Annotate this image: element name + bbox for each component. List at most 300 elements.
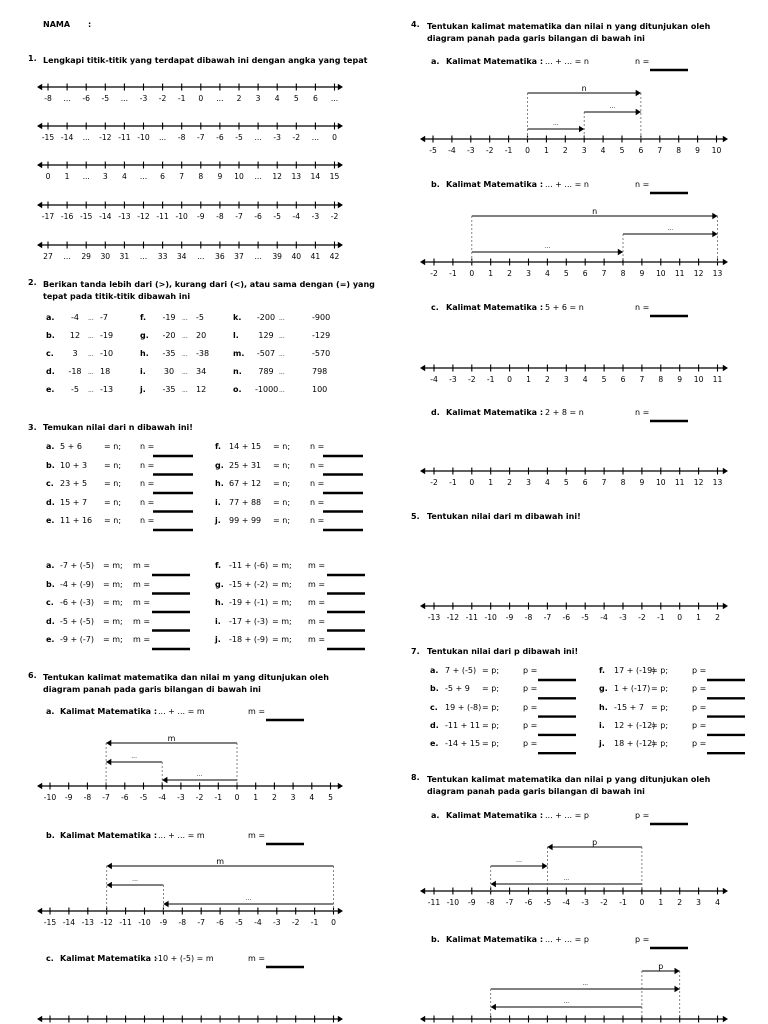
tick-label: -8 (178, 918, 187, 927)
tick-label: 36 (215, 252, 225, 261)
q2-comparison-blank: ... (182, 333, 188, 340)
tick-label: -2 (195, 793, 204, 802)
tick-label: 1 (543, 146, 549, 155)
tick-label: -10 (446, 898, 460, 907)
q3-n-item-letter: j. (215, 516, 221, 525)
tick-label: -8 (44, 94, 52, 103)
arrowhead (420, 1016, 425, 1022)
q7-item-expression: 19 + (-8) (445, 702, 482, 712)
q3-m-item-letter: f. (215, 561, 222, 570)
arrow-label: ... (544, 243, 551, 250)
tick-label: -9 (159, 918, 168, 927)
tick-label: -12 (99, 133, 112, 142)
arrowhead (723, 1016, 728, 1022)
tick-label: -1 (214, 793, 223, 802)
q3-n-answer-label: n = (310, 479, 325, 488)
tick-label: 10 (655, 478, 666, 487)
q2-number: 2. (28, 278, 37, 287)
tick-label: 2 (507, 478, 513, 487)
tick-label: 8 (676, 146, 682, 155)
q3-n-item-expression: 23 + 5 (60, 479, 88, 488)
q3-m-answer-label: m = (308, 579, 326, 589)
q2-item-letter: g. (140, 331, 149, 340)
tick-label: -14 (60, 133, 74, 142)
tick-label: ... (254, 133, 262, 142)
tick-label: -2 (485, 146, 494, 155)
tick-label: 0 (525, 146, 530, 155)
tick-label: 2 (677, 898, 683, 907)
tick-label: 27 (43, 252, 53, 261)
q3-n-answer-label: n = (310, 497, 325, 507)
arrowhead (420, 259, 425, 265)
tick-label: ... (330, 94, 339, 103)
q2-comparison-blank: ... (279, 387, 285, 394)
tick-label: 1 (658, 898, 664, 907)
q2-item-right: -10 (100, 349, 114, 358)
q2-item-right: -900 (312, 313, 331, 322)
tick-label: 7 (639, 375, 645, 384)
q3-n-item-expression: 25 + 31 (229, 460, 262, 470)
q7-item-equation: = p; (651, 666, 669, 675)
q2-item-letter: h. (140, 349, 149, 358)
q3-n-item-expression: 67 + 12 (229, 479, 262, 488)
q3-m-answer-label: m = (133, 616, 151, 626)
q3-m-item-expression: -6 + (-3) (60, 598, 94, 607)
tick-label: 12 (272, 172, 283, 181)
tick-label: 2 (715, 613, 720, 622)
tick-label: 7 (179, 172, 185, 181)
tick-label: 40 (291, 252, 302, 261)
arrow-label: ... (245, 895, 252, 902)
q7-answer-label: p = (523, 739, 538, 749)
tick-label: ... (120, 94, 129, 103)
q3-m-answer-label: m = (308, 635, 326, 644)
q6-instruction-line2: diagram panah pada garis bilangan di bawah ini (43, 685, 261, 694)
q3-n-item-equation: = n; (104, 442, 122, 451)
q4-instruction-line1: Tentukan kalimat matematika dan nilai n yang ditunjukan oleh (427, 22, 711, 31)
tick-label: 6 (582, 269, 588, 278)
q4-number: 4. (411, 20, 420, 29)
tick-label: 9 (677, 375, 683, 384)
tick-label: 12 (693, 269, 704, 278)
arrow-label: ... (516, 857, 522, 864)
arrowhead (338, 202, 343, 208)
arrowhead (338, 84, 343, 90)
tick-label: 10 (711, 146, 722, 155)
q2-comparison-blank: ... (279, 333, 285, 340)
tick-label: ... (254, 252, 262, 261)
arrow-label: ... (132, 876, 138, 883)
tick-label: -10 (175, 212, 188, 221)
tick-label: -6 (562, 613, 571, 622)
tick-label: 2 (544, 375, 550, 384)
tick-label: -7 (235, 212, 243, 221)
tick-label: 4 (600, 146, 606, 155)
tick-label: -3 (311, 212, 320, 221)
q2-item-left: -19 (162, 313, 176, 322)
tick-label: 42 (329, 252, 340, 261)
q5-instruction: Tentukan nilai dari m dibawah ini! (427, 512, 581, 521)
q7-item-equation: = p; (651, 739, 669, 749)
q7-item-expression: 17 + (-19) (614, 666, 656, 675)
tick-label: -12 (137, 212, 150, 221)
tick-label: 0 (332, 133, 337, 142)
q4b-sentence: ... + ... = n (545, 180, 589, 189)
q3-n-item-equation: = n; (273, 460, 291, 470)
tick-label: -13 (427, 613, 441, 622)
arrowhead (420, 136, 425, 142)
tick-label: -3 (139, 94, 148, 103)
q7-number: 7. (411, 647, 420, 656)
q8a-answer-label: p = (635, 811, 650, 820)
tick-label: 3 (255, 94, 261, 103)
q1-instruction: Lengkapi titik-titik yang terdapat dibawah ini dengan angka yang tepat (43, 56, 368, 65)
tick-label: 3 (526, 269, 531, 278)
q2-item-letter: k. (233, 313, 242, 322)
q6b-sentence: ... + ... = m (158, 831, 205, 840)
tick-label: 5 (601, 375, 607, 384)
tick-label: -11 (119, 918, 132, 927)
tick-label: 3 (696, 898, 702, 907)
tick-label: 7 (601, 269, 607, 278)
tick-label: -1 (310, 918, 319, 927)
tick-label: 8 (658, 375, 664, 384)
tick-label: -4 (254, 918, 262, 927)
q6b-letter: b. (46, 831, 55, 840)
q7-item-letter: g. (599, 684, 608, 694)
q3-m-item-equation: = m; (103, 635, 123, 644)
tick-label: -10 (484, 613, 497, 622)
q3-m-item-equation: = m; (272, 616, 292, 626)
q2-item-letter: f. (140, 313, 147, 322)
tick-label: 2 (236, 94, 242, 103)
q4a-sentence: ... + ... = n (545, 57, 589, 66)
q3-n-answer-label: n = (140, 479, 155, 488)
q3-m-answer-label: m = (308, 616, 326, 626)
q3-n-item-letter: d. (46, 497, 55, 507)
tick-label: 0 (469, 478, 475, 487)
q7-answer-label: p = (692, 720, 707, 730)
q2-item-right: 20 (196, 331, 207, 340)
q3-m-item-expression: -7 + (-5) (60, 561, 94, 570)
q6a-letter: a. (46, 707, 55, 716)
arrowhead (37, 84, 42, 90)
q2-comparison-blank: ... (182, 369, 188, 376)
arrowhead (491, 881, 496, 887)
tick-label: 37 (234, 252, 244, 261)
tick-label: 14 (310, 172, 321, 181)
arrow-label: ... (563, 998, 570, 1005)
tick-label: 3 (526, 478, 531, 487)
q7-item-letter: e. (430, 739, 439, 749)
arrowhead (712, 213, 717, 219)
q3-n-item-expression: 15 + 7 (60, 497, 88, 507)
tick-label: 11 (712, 375, 723, 384)
q2-item-letter: j. (140, 385, 146, 394)
arrow-label: m (167, 734, 176, 743)
q3-n-item-equation: = n; (104, 460, 122, 470)
q3-m-item-letter: a. (46, 561, 55, 570)
q3-m-item-expression: -19 + (-1) (229, 598, 269, 607)
tick-label: -15 (43, 918, 57, 927)
arrowhead (162, 777, 167, 783)
tick-label: 4 (715, 898, 720, 907)
q8b-sentence: ... + ... = p (545, 935, 589, 944)
tick-label: -10 (137, 133, 150, 142)
q5-number: 5. (411, 512, 420, 521)
q3-n-answer-label: n = (140, 442, 155, 451)
tick-label: 34 (176, 252, 187, 261)
tick-label: -3 (467, 146, 475, 155)
arrow-label: ... (582, 980, 589, 987)
q4-instruction-line2: diagram panah pada garis bilangan di bawah ini (427, 34, 645, 43)
q3-n-item-expression: 77 + 88 (229, 497, 262, 507)
q7-item-letter: d. (430, 720, 439, 730)
q3-m-item-letter: b. (46, 579, 55, 589)
arrow-label: p (592, 838, 598, 847)
arrowhead (636, 90, 641, 96)
q3-n-item-letter: b. (46, 460, 55, 470)
q2-item-letter: n. (233, 367, 242, 376)
q2-item-letter: a. (46, 313, 55, 322)
tick-label: -4 (562, 898, 571, 907)
tick-label: -1 (657, 613, 665, 622)
arrowhead (618, 249, 623, 255)
tick-label: ... (63, 252, 71, 261)
tick-label: 29 (81, 252, 92, 261)
arrowhead (420, 365, 425, 371)
q3-m-answer-label: m = (308, 598, 326, 607)
q7-item-letter: i. (599, 720, 605, 730)
q2-item-left: 12 (69, 331, 81, 340)
tick-label: -14 (62, 918, 76, 927)
arrow-label: ... (563, 875, 570, 882)
q1-number: 1. (28, 54, 37, 63)
tick-label: 0 (234, 793, 240, 802)
q2-comparison-blank: ... (88, 351, 94, 358)
tick-label: 1 (488, 269, 494, 278)
tick-label: -4 (158, 793, 166, 802)
q2-instruction-line1: Berikan tanda lebih dari (>), kurang dari (<), atau sama dengan (=) yang (43, 280, 375, 289)
arrowhead (491, 1004, 496, 1010)
tick-label: -7 (505, 898, 514, 907)
tick-label: ... (139, 252, 148, 261)
q7-item-equation: = p; (651, 702, 669, 712)
q3-n-item-expression: 11 + 16 (60, 516, 93, 525)
tick-label: 0 (639, 898, 645, 907)
q6c-letter: c. (46, 954, 54, 963)
tick-label: 13 (712, 269, 723, 278)
arrowhead (163, 901, 168, 907)
arrowhead (107, 882, 112, 888)
tick-label: -2 (291, 918, 300, 927)
tick-label: -7 (102, 793, 110, 802)
q7-item-letter: j. (599, 739, 605, 749)
tick-label: -2 (158, 94, 167, 103)
q3-n-item-equation: = n; (273, 516, 291, 525)
tick-label: -1 (619, 898, 627, 907)
q3-m-item-equation: = m; (103, 616, 123, 626)
q6-number: 6. (28, 671, 37, 680)
tick-label: 3 (102, 172, 108, 181)
tick-label: 8 (198, 172, 204, 181)
tick-label: -4 (448, 146, 456, 155)
q2-item-left: 129 (258, 331, 274, 340)
q3-n-answer-label: n = (310, 460, 325, 470)
tick-label: 39 (272, 252, 283, 261)
q2-item-left: -35 (162, 385, 176, 394)
tick-label: -7 (197, 133, 205, 142)
q3-m-item-equation: = m; (272, 635, 292, 644)
q3-m-item-expression: -17 + (-3) (229, 616, 269, 626)
tick-label: 6 (582, 478, 588, 487)
q2-comparison-blank: ... (88, 369, 94, 376)
q3-m-item-letter: i. (215, 616, 221, 626)
tick-label: 4 (582, 375, 588, 384)
q3-n-answer-label: n = (310, 442, 325, 451)
tick-label: -8 (177, 133, 186, 142)
tick-label: 3 (290, 793, 296, 802)
tick-label: -5 (139, 793, 148, 802)
tick-label: -1 (449, 478, 457, 487)
tick-label: -5 (429, 146, 437, 155)
arrowhead (37, 162, 42, 168)
tick-label: -5 (273, 212, 281, 221)
q3-instruction: Temukan nilai dari n dibawah ini! (43, 423, 193, 432)
tick-label: -11 (465, 613, 478, 622)
tick-label: -6 (524, 898, 533, 907)
arrowhead (723, 259, 728, 265)
tick-label: 1 (253, 793, 259, 802)
tick-label: -17 (41, 212, 55, 221)
tick-label: 0 (198, 94, 204, 103)
q2-item-left: 789 (258, 367, 274, 376)
tick-label: -8 (83, 793, 92, 802)
tick-label: ... (82, 172, 90, 181)
tick-label: -10 (43, 793, 57, 802)
q7-answer-label: p = (523, 702, 538, 712)
q7-item-equation: = p; (651, 720, 669, 730)
q3-n-answer-label: n = (310, 516, 325, 525)
q2-comparison-blank: ... (182, 351, 188, 358)
tick-label: 2 (562, 146, 568, 155)
q3-m-answer-label: m = (133, 561, 151, 570)
tick-label: -9 (197, 212, 205, 221)
tick-label: -8 (524, 613, 533, 622)
q2-comparison-blank: ... (182, 315, 188, 322)
tick-label: -1 (449, 269, 457, 278)
tick-label: 5 (619, 146, 625, 155)
q2-instruction-line2: tepat pada titik-titik dibawah ini (43, 292, 191, 301)
q7-answer-label: p = (523, 666, 538, 675)
tick-label: 4 (309, 793, 315, 802)
tick-label: -11 (427, 898, 441, 907)
tick-label: 1 (64, 172, 70, 181)
tick-label: -3 (273, 133, 281, 142)
arrow-label: ... (552, 120, 559, 127)
tick-label: -2 (430, 269, 438, 278)
tick-label: 11 (674, 269, 685, 278)
tick-label: -9 (64, 793, 73, 802)
arrowhead (712, 231, 717, 237)
q3-m-answer-label: m = (133, 635, 151, 644)
q3-m-item-equation: = m; (103, 561, 123, 570)
tick-label: -13 (81, 918, 94, 927)
q7-item-letter: a. (430, 666, 439, 675)
q4c-answer-label: n = (635, 303, 650, 312)
q7-item-expression: -5 + 9 (445, 684, 470, 694)
q3-m-item-equation: = m; (272, 561, 292, 570)
arrowhead (338, 162, 343, 168)
q2-item-letter: m. (233, 349, 245, 358)
tick-label: -1 (504, 146, 513, 155)
arrowhead (37, 123, 42, 129)
q6b-answer-label: m = (248, 831, 266, 840)
tick-label: 0 (677, 613, 683, 622)
q2-item-right: -129 (312, 331, 331, 340)
q4b-answer-label: n = (635, 180, 650, 189)
arrowhead (723, 365, 728, 371)
q7-item-expression: 1 + (-17) (614, 684, 651, 694)
tick-label: 1 (488, 478, 494, 487)
q6a-sentence: ... + ... = m (158, 707, 205, 716)
q6b-label: Kalimat Matematika : (60, 831, 158, 840)
tick-label: -5 (235, 918, 243, 927)
q4a-label: Kalimat Matematika : (446, 57, 544, 66)
tick-label: 33 (157, 252, 168, 261)
tick-label: -4 (430, 375, 438, 384)
q2-item-letter: o. (233, 385, 242, 394)
q3-n-item-expression: 14 + 15 (229, 442, 262, 451)
q3-m-item-letter: e. (46, 635, 55, 644)
q3-n-item-letter: f. (215, 442, 222, 451)
tick-label: -5 (543, 898, 552, 907)
q2-item-left: -507 (256, 349, 276, 358)
tick-label: 0 (45, 172, 51, 181)
q2-item-letter: e. (46, 385, 55, 394)
q8b-answer-label: p = (635, 935, 650, 944)
tick-label: -1 (177, 94, 186, 103)
tick-label: ... (311, 133, 320, 142)
arrow-label: ... (131, 753, 138, 760)
tick-label: 2 (271, 793, 277, 802)
arrowhead (675, 986, 680, 992)
q3-n-answer-label: n = (140, 516, 155, 525)
tick-label: -3 (273, 918, 281, 927)
arrowhead (106, 740, 111, 746)
tick-label: 9 (639, 478, 645, 487)
q2-item-left: 3 (72, 349, 78, 358)
q2-comparison-blank: ... (88, 315, 94, 322)
q3-m-item-letter: d. (46, 616, 55, 626)
q3-m-answer-label: m = (133, 579, 151, 589)
tick-label: 13 (712, 478, 723, 487)
tick-label: 1 (696, 613, 702, 622)
q3-m-item-letter: g. (215, 579, 224, 589)
q4d-sentence: 2 + 8 = n (545, 408, 584, 417)
tick-label: -6 (254, 212, 262, 221)
q6a-label: Kalimat Matematika : (60, 707, 158, 716)
q3-n-item-equation: = n; (273, 442, 291, 451)
q2-item-letter: l. (233, 331, 239, 340)
q8a-label: Kalimat Matematika : (446, 811, 544, 820)
tick-label: 13 (291, 172, 302, 181)
q7-item-equation: = p; (651, 684, 669, 694)
q6c-label: Kalimat Matematika : (60, 954, 158, 963)
q7-item-letter: c. (430, 702, 438, 712)
q3-n-answer-label: n = (140, 497, 155, 507)
q7-item-equation: = p; (482, 666, 500, 675)
